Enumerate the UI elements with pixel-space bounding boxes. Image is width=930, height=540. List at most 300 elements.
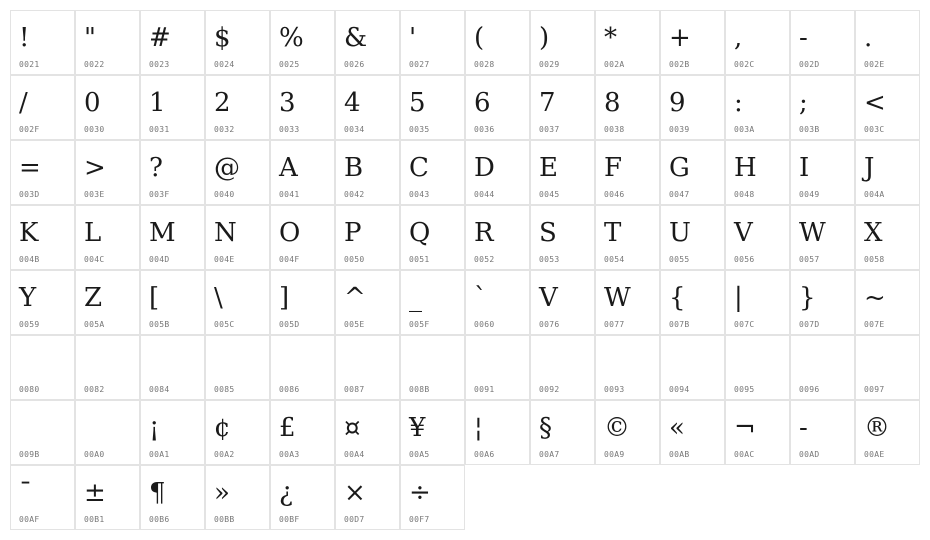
glyph-char: \ [214,283,223,313]
glyph-char: C [409,153,429,183]
glyph-cell[interactable] [660,400,725,465]
glyph-cell[interactable] [855,75,920,140]
glyph-code: 0091 [474,385,495,394]
glyph-code: 00BF [279,515,300,524]
glyph-cell[interactable] [75,335,140,400]
glyph-code: 0023 [149,60,170,69]
glyph-char: * [604,23,617,53]
glyph-code: 004F [279,255,300,264]
glyph-char: B [344,153,364,183]
glyph-code: 0080 [19,385,40,394]
glyph-char: E [539,153,558,183]
glyph-cell[interactable] [660,205,725,270]
glyph-cell[interactable] [790,205,855,270]
glyph-char: 1 [149,88,166,118]
glyph-char: } [799,283,816,313]
glyph-cell[interactable] [335,205,400,270]
glyph-code: 00F7 [409,515,430,524]
glyph-cell[interactable] [855,270,920,335]
glyph-code: 0037 [539,125,560,134]
glyph-cell[interactable] [140,10,205,75]
glyph-char: « [669,413,685,443]
glyph-code: 0045 [539,190,560,199]
glyph-cell[interactable] [595,205,660,270]
glyph-cell[interactable] [790,270,855,335]
glyph-code: 007B [669,320,690,329]
glyph-char: + [669,23,691,53]
glyph-cell[interactable] [530,75,595,140]
glyph-code: 00AD [799,450,820,459]
glyph-code: 003A [734,125,755,134]
glyph-cell[interactable] [725,270,790,335]
glyph-char: 9 [669,88,686,118]
glyph-code: 0040 [214,190,235,199]
glyph-code: 007C [734,320,755,329]
glyph-cell[interactable] [465,400,530,465]
glyph-code: 0024 [214,60,235,69]
glyph-cell[interactable] [205,75,270,140]
glyph-cell[interactable] [10,75,75,140]
glyph-cell[interactable] [140,465,205,530]
glyph-code: 0035 [409,125,430,134]
glyph-char: W [799,218,826,248]
glyph-code: 00A1 [149,450,170,459]
glyph-cell[interactable] [205,400,270,465]
glyph-cell[interactable] [75,10,140,75]
glyph-char: A [279,153,298,183]
glyph-cell[interactable] [465,270,530,335]
glyph-code: 00A7 [539,450,560,459]
glyph-cell[interactable] [660,140,725,205]
glyph-char: ~ [864,283,886,313]
glyph-char: & [344,23,368,53]
glyph-char: Q [409,218,431,248]
glyph-char: > [84,153,106,183]
glyph-code: 0031 [149,125,170,134]
glyph-char: L [84,218,102,248]
glyph-char: J [864,153,875,183]
glyph-code: 0096 [799,385,820,394]
glyph-char: [ [149,283,160,313]
glyph-cell[interactable] [270,75,335,140]
glyph-cell[interactable] [595,10,660,75]
glyph-cell[interactable] [725,10,790,75]
glyph-code: 0042 [344,190,365,199]
glyph-char: | [734,283,743,313]
glyph-cell[interactable] [335,270,400,335]
glyph-cell[interactable] [855,10,920,75]
glyph-code: 0057 [799,255,820,264]
glyph-code: 0092 [539,385,560,394]
glyph-cell[interactable] [400,400,465,465]
glyph-char: ; [799,88,808,118]
glyph-cell[interactable] [335,465,400,530]
glyph-cell[interactable] [335,10,400,75]
glyph-code: 0049 [799,190,820,199]
glyph-char: 2 [214,88,231,118]
glyph-char: £ [279,413,296,443]
glyph-cell[interactable] [75,465,140,530]
glyph-cell[interactable] [855,335,920,400]
glyph-code: 0027 [409,60,430,69]
glyph-cell[interactable] [10,335,75,400]
glyph-char: × [344,478,366,508]
glyph-cell[interactable] [465,335,530,400]
glyph-code: 0051 [409,255,430,264]
glyph-code: 003F [149,190,170,199]
glyph-code: 004B [19,255,40,264]
glyph-char: ¤ [344,413,361,443]
glyph-char: ¡ [149,413,160,443]
glyph-cell[interactable] [400,465,465,530]
glyph-char: W [604,283,631,313]
glyph-char: . [864,23,873,53]
glyph-code: 0054 [604,255,625,264]
glyph-char: Y [19,283,37,313]
glyph-code: 002C [734,60,755,69]
glyph-cell[interactable] [595,75,660,140]
glyph-char: ® [864,413,890,443]
glyph-char: ! [19,23,30,53]
glyph-code: 003C [864,125,885,134]
glyph-code: 004E [214,255,235,264]
glyph-char: ¿ [279,478,293,508]
glyph-code: 0082 [84,385,105,394]
glyph-cell[interactable] [725,335,790,400]
glyph-cell[interactable] [790,75,855,140]
glyph-cell[interactable] [660,75,725,140]
glyph-cell[interactable] [205,140,270,205]
glyph-code: 005B [149,320,170,329]
glyph-char: N [214,218,237,248]
glyph-cell[interactable] [75,270,140,335]
glyph-code: 0056 [734,255,755,264]
glyph-cell[interactable] [400,270,465,335]
glyph-code: 004D [149,255,170,264]
glyph-cell[interactable] [400,140,465,205]
glyph-code: 0025 [279,60,300,69]
glyph-cell[interactable] [400,10,465,75]
glyph-code: 00B1 [84,515,105,524]
glyph-char: / [19,88,28,118]
glyph-char: ( [474,23,485,53]
glyph-code: 0022 [84,60,105,69]
glyph-cell[interactable] [595,140,660,205]
glyph-cell[interactable] [725,400,790,465]
glyph-char: ± [84,478,106,508]
glyph-code: 002F [19,125,40,134]
glyph-code: 004A [864,190,885,199]
glyph-code: 0077 [604,320,625,329]
glyph-cell[interactable] [205,205,270,270]
glyph-cell[interactable] [790,140,855,205]
glyph-cell[interactable] [270,335,335,400]
glyph-cell[interactable] [530,270,595,335]
glyph-char: 6 [474,88,491,118]
glyph-code: 0021 [19,60,40,69]
glyph-char: V [734,218,753,248]
glyph-code: 0033 [279,125,300,134]
glyph-char: ¢ [214,413,231,443]
glyph-code: 00A2 [214,450,235,459]
glyph-cell[interactable] [140,270,205,335]
glyph-char: ¬ [734,413,756,443]
glyph-code: 0039 [669,125,690,134]
glyph-char: < [864,88,886,118]
glyph-cell[interactable] [530,10,595,75]
glyph-char: O [279,218,301,248]
glyph-code: 004C [84,255,105,264]
glyph-cell[interactable] [270,10,335,75]
glyph-cell[interactable] [595,335,660,400]
glyph-cell[interactable] [10,205,75,270]
glyph-char: # [149,23,171,53]
glyph-cell[interactable] [205,465,270,530]
glyph-char: ¶ [149,478,166,508]
glyph-cell[interactable] [465,205,530,270]
glyph-char: Z [84,283,103,313]
glyph-char: ' [409,23,417,53]
glyph-cell[interactable] [400,75,465,140]
glyph-cell[interactable] [335,140,400,205]
glyph-char: T [604,218,622,248]
glyph-cell[interactable] [790,10,855,75]
glyph-char: M [149,218,176,248]
glyph-cell[interactable] [400,335,465,400]
glyph-cell[interactable] [530,335,595,400]
glyph-cell[interactable] [400,205,465,270]
glyph-code: 0032 [214,125,235,134]
glyph-char: P [344,218,362,248]
glyph-cell[interactable] [270,400,335,465]
glyph-code: 0036 [474,125,495,134]
glyph-code: 0048 [734,190,755,199]
glyph-code: 007D [799,320,820,329]
glyph-cell[interactable] [530,205,595,270]
glyph-char: U [669,218,691,248]
glyph-char: V [539,283,558,313]
glyph-code: 00B6 [149,515,170,524]
glyph-code: 0034 [344,125,365,134]
glyph-char: 5 [409,88,426,118]
glyph-char: F [604,153,623,183]
glyph-code: 005F [409,320,430,329]
glyph-code: 009B [19,450,40,459]
glyph-cell[interactable] [790,335,855,400]
glyph-cell[interactable] [270,465,335,530]
glyph-char: ] [279,283,290,313]
glyph-code: 0095 [734,385,755,394]
glyph-cell[interactable] [10,10,75,75]
glyph-char: ¦ [474,413,483,443]
glyph-cell[interactable] [335,335,400,400]
glyph-char: G [669,153,690,183]
glyph-cell[interactable] [140,205,205,270]
glyph-cell[interactable] [205,270,270,335]
glyph-cell[interactable] [855,400,920,465]
glyph-code: 00A6 [474,450,495,459]
glyph-grid [10,10,920,530]
glyph-cell[interactable] [790,400,855,465]
glyph-code: 0043 [409,190,430,199]
glyph-code: 00D7 [344,515,365,524]
glyph-char: K [19,218,39,248]
glyph-code: 00A9 [604,450,625,459]
glyph-cell[interactable] [75,75,140,140]
glyph-code: 0046 [604,190,625,199]
glyph-code: 0085 [214,385,235,394]
glyph-code: 0044 [474,190,495,199]
glyph-char: S [539,218,557,248]
glyph-cell[interactable] [660,270,725,335]
glyph-char: ¥ [409,413,426,443]
glyph-code: 0058 [864,255,885,264]
glyph-code: 00BB [214,515,235,524]
glyph-char: ¯ [19,478,32,508]
glyph-char: : [734,88,743,118]
glyph-char: D [474,153,495,183]
glyph-code: 0076 [539,320,560,329]
glyph-cell[interactable] [270,205,335,270]
glyph-char: R [474,218,494,248]
glyph-char: H [734,153,757,183]
glyph-char: , [734,23,743,53]
glyph-cell[interactable] [725,205,790,270]
glyph-cell[interactable] [855,140,920,205]
glyph-cell[interactable] [205,335,270,400]
glyph-char: ÷ [409,478,431,508]
glyph-code: 0055 [669,255,690,264]
glyph-code: 00AB [669,450,690,459]
glyph-cell[interactable] [530,400,595,465]
glyph-cell[interactable] [725,140,790,205]
glyph-char: % [279,23,304,53]
glyph-code: 007E [864,320,885,329]
glyph-cell[interactable] [10,140,75,205]
glyph-code: 005E [344,320,365,329]
glyph-char: - [799,413,808,443]
glyph-char: § [539,413,552,443]
glyph-code: 0050 [344,255,365,264]
glyph-code: 0041 [279,190,300,199]
glyph-cell[interactable] [140,335,205,400]
glyph-cell[interactable] [855,205,920,270]
glyph-char: 0 [84,88,101,118]
glyph-code: 003E [84,190,105,199]
glyph-code: 0052 [474,255,495,264]
glyph-char: = [19,153,41,183]
glyph-char: © [604,413,630,443]
glyph-char: " [84,23,96,53]
glyph-code: 0059 [19,320,40,329]
glyph-code: 0093 [604,385,625,394]
glyph-code: 003B [799,125,820,134]
glyph-cell[interactable] [595,270,660,335]
glyph-code: 0053 [539,255,560,264]
glyph-cell[interactable] [75,140,140,205]
glyph-cell[interactable] [10,270,75,335]
glyph-code: 0094 [669,385,690,394]
glyph-cell[interactable] [335,75,400,140]
glyph-char: 8 [604,88,621,118]
glyph-code: 00AF [19,515,40,524]
glyph-code: 00A3 [279,450,300,459]
glyph-char: 7 [539,88,556,118]
glyph-code: 0029 [539,60,560,69]
glyph-code: 0097 [864,385,885,394]
glyph-cell[interactable] [140,75,205,140]
glyph-code: 00A4 [344,450,365,459]
glyph-char: ) [539,23,550,53]
glyph-code: 002A [604,60,625,69]
glyph-code: 003D [19,190,40,199]
glyph-char: ^ [344,283,366,313]
glyph-cell[interactable] [140,400,205,465]
glyph-char: 3 [279,88,296,118]
glyph-code: 0047 [669,190,690,199]
glyph-cell[interactable] [75,400,140,465]
glyph-char: ` [474,283,487,313]
glyph-cell[interactable] [725,75,790,140]
glyph-char: { [669,283,686,313]
glyph-code: 0026 [344,60,365,69]
glyph-code: 0087 [344,385,365,394]
glyph-code: 0038 [604,125,625,134]
glyph-code: 0060 [474,320,495,329]
glyph-char: - [799,23,808,53]
glyph-code: 0030 [84,125,105,134]
glyph-cell[interactable] [660,10,725,75]
glyph-char: I [799,153,810,183]
glyph-code: 005C [214,320,235,329]
glyph-cell[interactable] [465,140,530,205]
glyph-cell[interactable] [75,205,140,270]
glyph-code: 008B [409,385,430,394]
glyph-cell[interactable] [335,400,400,465]
glyph-code: 002B [669,60,690,69]
glyph-cell[interactable] [660,335,725,400]
glyph-cell[interactable] [530,140,595,205]
glyph-cell[interactable] [140,140,205,205]
glyph-char: ? [149,153,163,183]
glyph-cell[interactable] [205,10,270,75]
glyph-code: 002E [864,60,885,69]
glyph-char: _ [409,283,422,313]
glyph-char: X [864,218,883,248]
glyph-char: $ [214,23,231,53]
glyph-char: » [214,478,230,508]
glyph-code: 00AE [864,450,885,459]
glyph-code: 005D [279,320,300,329]
glyph-cell[interactable] [595,400,660,465]
glyph-code: 00A5 [409,450,430,459]
glyph-code: 00AC [734,450,755,459]
glyph-char: 4 [344,88,361,118]
glyph-cell[interactable] [10,465,75,530]
glyph-char: @ [214,153,240,183]
glyph-cell[interactable] [465,10,530,75]
glyph-code: 00A0 [84,450,105,459]
glyph-code: 0086 [279,385,300,394]
glyph-cell[interactable] [10,400,75,465]
glyph-code: 005A [84,320,105,329]
glyph-cell[interactable] [270,140,335,205]
glyph-cell[interactable] [270,270,335,335]
glyph-code: 002D [799,60,820,69]
glyph-code: 0084 [149,385,170,394]
glyph-cell[interactable] [465,75,530,140]
glyph-code: 0028 [474,60,495,69]
